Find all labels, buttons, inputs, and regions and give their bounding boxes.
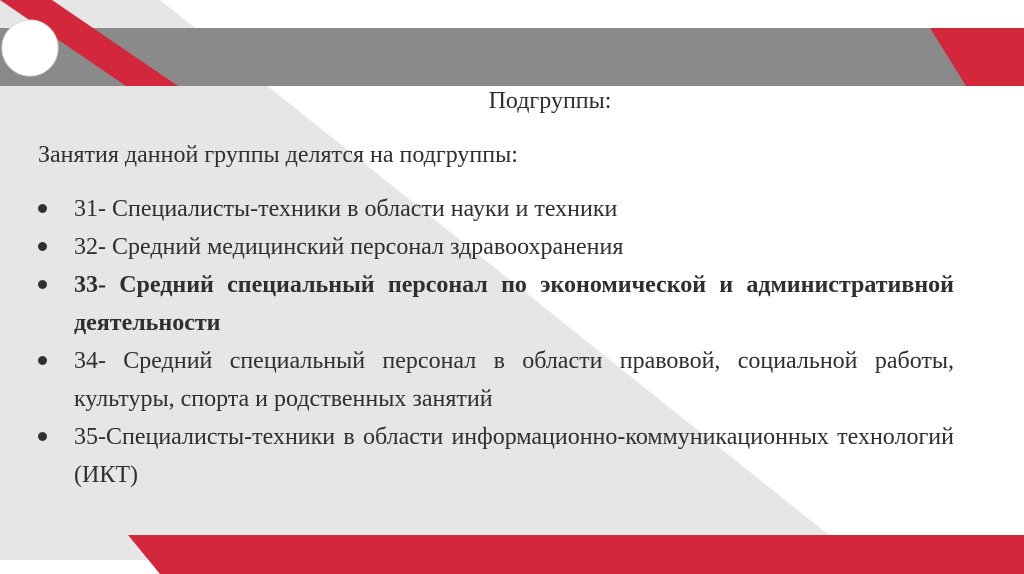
subgroup-list xyxy=(38,190,954,494)
bullet-icon xyxy=(38,432,47,441)
intro-text: Занятия данной группы делятся на подгруппы: xyxy=(38,142,518,168)
bullet-icon xyxy=(38,356,47,365)
slide-title: Подгруппы: xyxy=(488,88,612,114)
list-item xyxy=(38,266,954,342)
bullet-icon xyxy=(38,204,47,213)
list-item-text: 34- Средний специальный персонал в области правовой, социальной работы, культуры, спорта и родственных занятий xyxy=(74,348,954,412)
list-item-text: 35-Специалисты-техники в области информационно-коммуникационных технологий (ИКТ) xyxy=(74,424,954,488)
list-item-text: 31- Специалисты-техники в области науки и техники xyxy=(74,196,618,222)
list-item-text: 33- Средний специальный персонал по экономической и административной деятельности xyxy=(74,272,954,336)
list-item-text: 32- Средний медицинский персонал здравоохранения xyxy=(74,234,624,260)
bullet-icon xyxy=(38,242,47,251)
list-item xyxy=(38,418,954,494)
list-item xyxy=(38,190,954,228)
bullet-icon xyxy=(38,280,47,289)
list-item xyxy=(38,228,954,266)
list-item xyxy=(38,342,954,418)
